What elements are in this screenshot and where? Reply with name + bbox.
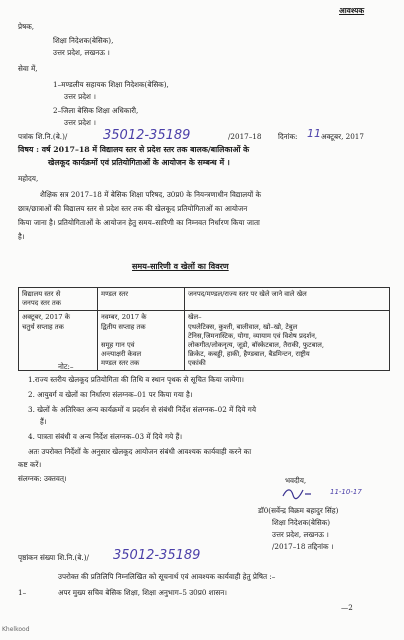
signatory-name: डॉ0(सर्वेन्द्र विक्रम बहादुर सिंह) (258, 506, 339, 515)
signature-mark (281, 486, 321, 500)
notes-label: नोट:– (58, 362, 74, 371)
schedule-header-row (19, 288, 390, 311)
body-line-2: छात्र/छात्राओं की विद्यालय स्तर से प्रदेश स्तर तक की खेलकूद प्रतियोगिताओं का आयोजन (18, 204, 248, 213)
body-line-3: किया जाना है। प्रतियोगिताओं के आयोजन हेतु समय–सारिणी का निम्नवत निर्धारण किया जाता (18, 218, 260, 227)
letter-ref-number: 35012-35189 (103, 128, 191, 143)
recipient-1-line-2: उत्तर प्रदेश । (64, 92, 96, 101)
schedule-title: समय-सारिणी व खेलों का विवरण (132, 261, 229, 271)
body-line-1: शैक्षिक सत्र 2017–18 में बेसिक शिक्षा परिषद, उ0प्र0 के नियन्त्रणाधीन विद्यालयों के (40, 190, 261, 199)
letter-ref-year: /2017–18 (228, 132, 262, 141)
letter-ref-prefix: पत्रांक शि.नि.(बे.)/ (18, 132, 68, 141)
schedule-data-row (19, 311, 390, 371)
closing: भवदीय, (285, 476, 307, 485)
cell-games: खेल– एथलेटिक्स, कुश्ती, बालीवाल, खो–खो, टेबुल टेनिस,जिमनास्टिक, योगा, व्यायाम एवं विशेष प्रदर्शन, लोकगीत/लोकनृत्य, जूडो, बॉस्केटबाल, तैराकी, फुटबाल, क्रिकेट, कबड्डी, हाकी, हैण्डबाल, बैडमिन्टन, राष्ट्रीय एकांकी (185, 311, 390, 371)
recipient-2-line-1: 2–जिला बेसिक शिक्षा अधिकारी, (53, 106, 139, 115)
signature-date: 11-10-17 (330, 488, 362, 496)
signatory-place: उत्तर प्रदेश, लखनऊ । (272, 530, 329, 539)
endorsement-item-1-number: 1– (18, 588, 27, 597)
note-line-5: 4. पात्रता संबंधी व अन्य निर्देश संलग्नक–03 में दिये गये हैं। (28, 432, 183, 441)
sender-line-1: शिक्षा निदेशक(बेसिक), (53, 36, 114, 45)
note-line-3: 3. खेलों के अतिरिक्त अन्य कार्यक्रमों व प्रदर्शन से संबंधी निर्देश संलग्नक–02 में दिये गये (28, 405, 256, 414)
header-school-to-district: विद्यालय स्तर से जनपद स्तर तक (19, 288, 98, 311)
signatory-title: शिक्षा निदेशक(बेसिक) (272, 518, 331, 527)
cell-division-level: नवम्बर, 2017 के द्वितीय सप्ताह तक समूह गान एवं अन्त्याक्षरी केवल मण्डल स्तर तक (98, 311, 185, 371)
schedule-table (18, 287, 390, 371)
letter-date-rest: अक्टूबर, 2017 (321, 132, 364, 141)
endorsement-prefix: पृष्ठांकन संख्या शि.नि.(बे.)/ (18, 553, 89, 562)
recipient-2-line-2: उत्तर प्रदेश । (64, 118, 96, 127)
subject-line-2: खेलकूद कार्यक्रमों एवं प्रतियोगिताओं के आयोजन के सम्बन्ध में । (48, 158, 230, 167)
endorsement-item-1: अपर मुख्य सचिव बेसिक शिक्षा, शिक्षा अनुभाग–5 उ0प्र0 शासन। (58, 588, 228, 597)
letter-date-label: दिनांक: (278, 132, 298, 141)
endorsement-number: 35012-35189 (113, 548, 201, 563)
salutation: महोदय, (18, 174, 39, 183)
header-games: जनपद/मण्डल/राज्य स्तर पर खेले जाने वाले खेल (185, 288, 390, 311)
page-marker: —2 (341, 603, 353, 612)
recipient-1-line-1: 1–मण्डलीय सहायक शिक्षा निदेशक(बेसिक), (53, 80, 169, 89)
endorsement-dated: /2017–18 तद्दिनांक । (272, 542, 334, 551)
note-line-4: हैं। (40, 417, 47, 426)
recipients-label: सेवा में, (18, 64, 38, 73)
note-line-1: 1.राज्य स्तरीय खेलकूद प्रतियोगिता की तिथि व स्थान पृथक से सूचित किया जायेगा। (28, 375, 244, 384)
sender-label: प्रेषक, (18, 22, 35, 31)
note-line-6: अतः उपरोक्त निर्देशों के अनुसार खेलकूद आयोजन संबंधी आवश्यक कार्यवाही करने का (28, 447, 252, 456)
sender-line-2: उत्तर प्रदेश, लखनऊ । (53, 48, 110, 57)
subject-line-1: विषय : वर्ष 2017–18 में विद्यालय स्तर से प्रदेश स्तर तक बालक/बालिकाओं के (18, 145, 250, 154)
endorsement-line-1: उपरोक्त की प्रतिलिपि निम्नलिखित को सूचनार्थ एवं आवश्यक कार्यवाही हेतु प्रेषित :– (58, 572, 276, 581)
cell-school-to-district: अक्टूबर, 2017 के चतुर्थ सप्ताह तक (19, 311, 98, 371)
letter-date-day: 11 (307, 127, 321, 140)
enclosure-line: संलग्नक: उक्तवत्। (18, 474, 67, 483)
body-line-4: है। (18, 232, 25, 241)
note-line-7: कष्ट करें। (18, 460, 42, 469)
header-division-level: मण्डल स्तर (98, 288, 185, 311)
footer-tag: Khelkood (2, 626, 30, 633)
note-line-2: 2. आयुवर्ग व खेलों का निर्धारण संलग्नक–01 पर किया गया है। (28, 390, 193, 399)
priority-tag: आवश्यक (339, 6, 365, 15)
